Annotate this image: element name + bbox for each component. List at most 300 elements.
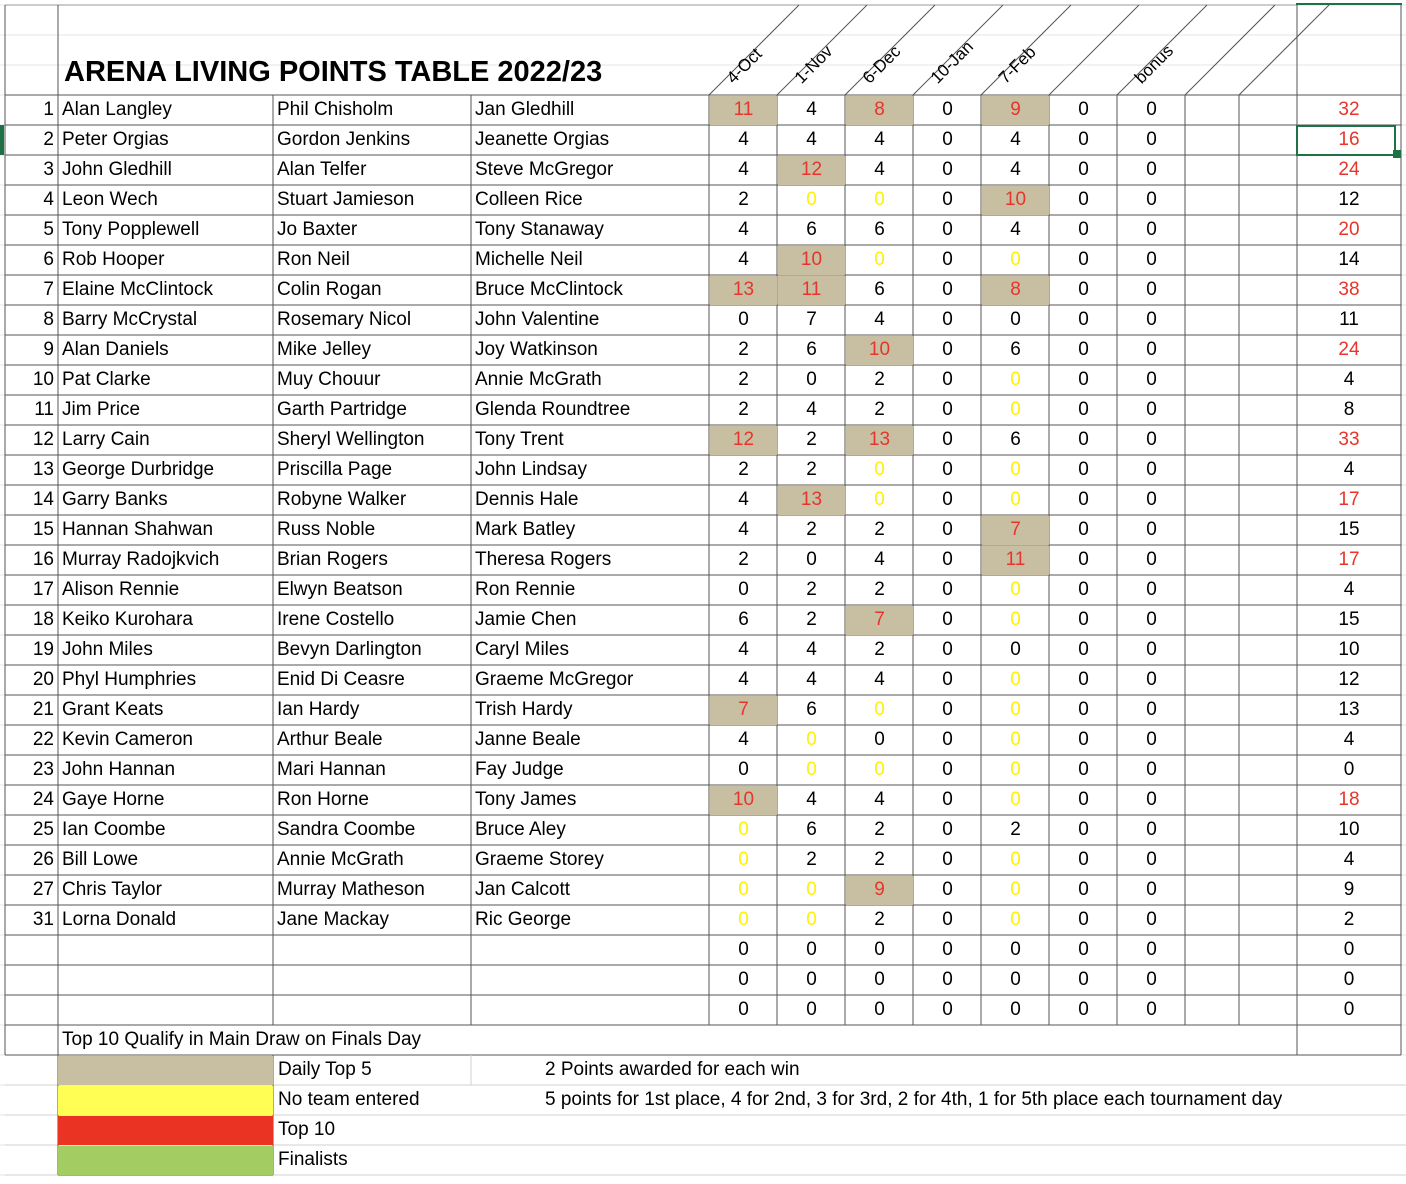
score-cell[interactable]: 0 xyxy=(738,759,749,780)
score-cell[interactable]: 0 xyxy=(1078,609,1089,630)
score-cell[interactable]: 4 xyxy=(874,309,885,330)
player-2[interactable]: Russ Noble xyxy=(277,519,376,540)
score-cell[interactable]: 2 xyxy=(806,579,817,600)
total-cell[interactable]: 4 xyxy=(1343,369,1355,390)
score-cell[interactable]: 0 xyxy=(942,339,953,360)
score-cell[interactable]: 4 xyxy=(738,129,749,150)
score-cell[interactable]: 0 xyxy=(1010,309,1021,330)
score-cell[interactable]: 0 xyxy=(806,969,817,990)
score-cell[interactable]: 4 xyxy=(806,789,817,810)
empty-cell[interactable] xyxy=(1239,575,1297,605)
score-cell[interactable]: 2 xyxy=(874,369,885,390)
score-cell[interactable]: 0 xyxy=(1078,489,1089,510)
score-cell[interactable]: 0 xyxy=(1010,459,1021,480)
empty-cell[interactable] xyxy=(1239,155,1297,185)
empty-cell[interactable] xyxy=(1239,815,1297,845)
player-1[interactable]: Lorna Donald xyxy=(62,909,177,930)
player-1[interactable]: Alan Langley xyxy=(62,99,172,120)
score-cell[interactable]: 0 xyxy=(942,189,953,210)
score-cell[interactable]: 0 xyxy=(1078,339,1089,360)
score-cell[interactable]: 0 xyxy=(1146,789,1157,810)
total-cell[interactable]: 24 xyxy=(1338,339,1360,360)
player-2[interactable]: Brian Rogers xyxy=(277,549,388,570)
player-3[interactable]: John Valentine xyxy=(475,309,600,330)
score-cell[interactable]: 2 xyxy=(806,519,817,540)
empty-cell[interactable] xyxy=(1239,275,1297,305)
total-cell[interactable]: 17 xyxy=(1338,549,1360,570)
empty-cell[interactable] xyxy=(1239,905,1297,935)
score-cell[interactable]: 0 xyxy=(1146,939,1157,960)
player-3[interactable]: Tony Trent xyxy=(475,429,564,450)
empty-cell[interactable] xyxy=(1239,455,1297,485)
empty-cell[interactable] xyxy=(1239,665,1297,695)
empty-cell[interactable] xyxy=(1239,725,1297,755)
player-2[interactable] xyxy=(273,995,471,1025)
score-cell[interactable]: 0 xyxy=(1146,909,1157,930)
player-2[interactable]: Priscilla Page xyxy=(277,459,393,480)
score-cell[interactable]: 0 xyxy=(942,669,953,690)
player-2[interactable]: Gordon Jenkins xyxy=(277,129,411,150)
player-1[interactable]: Keiko Kurohara xyxy=(62,609,193,630)
score-cell[interactable]: 0 xyxy=(942,729,953,750)
player-3[interactable] xyxy=(471,935,709,965)
player-3[interactable]: John Lindsay xyxy=(475,459,587,480)
row-number[interactable]: 20 xyxy=(32,669,54,690)
empty-cell[interactable] xyxy=(1239,515,1297,545)
empty-cell[interactable] xyxy=(1239,755,1297,785)
player-2[interactable]: Muy Chouur xyxy=(277,369,381,390)
total-cell[interactable]: 12 xyxy=(1338,669,1360,690)
row-number[interactable]: 9 xyxy=(43,339,54,360)
score-cell[interactable]: 0 xyxy=(738,909,749,930)
score-cell[interactable]: 6 xyxy=(874,219,885,240)
score-cell[interactable]: 0 xyxy=(1010,759,1021,780)
player-3[interactable]: Ron Rennie xyxy=(475,579,576,600)
empty-cell[interactable] xyxy=(1239,485,1297,515)
score-cell[interactable]: 0 xyxy=(1146,429,1157,450)
row-number[interactable]: 11 xyxy=(34,399,54,420)
player-3[interactable]: Michelle Neil xyxy=(475,249,583,270)
total-cell[interactable]: 24 xyxy=(1338,159,1360,180)
score-cell[interactable]: 2 xyxy=(874,579,885,600)
player-3[interactable]: Trish Hardy xyxy=(475,699,573,720)
empty-cell[interactable] xyxy=(1239,545,1297,575)
score-cell[interactable]: 0 xyxy=(1078,819,1089,840)
score-cell[interactable]: 2 xyxy=(738,339,749,360)
total-cell[interactable]: 32 xyxy=(1338,99,1360,120)
player-3[interactable]: Glenda Roundtree xyxy=(475,399,631,420)
score-cell[interactable]: 0 xyxy=(1146,759,1157,780)
empty-cell[interactable] xyxy=(1239,695,1297,725)
score-cell[interactable]: 0 xyxy=(1078,459,1089,480)
score-cell[interactable]: 6 xyxy=(806,819,817,840)
score-cell[interactable]: 0 xyxy=(1146,369,1157,390)
score-cell[interactable]: 4 xyxy=(874,159,885,180)
empty-cell[interactable] xyxy=(1239,305,1297,335)
score-cell[interactable]: 11 xyxy=(982,546,1049,575)
player-1[interactable]: Kevin Cameron xyxy=(62,729,193,750)
score-cell[interactable]: 0 xyxy=(1146,579,1157,600)
score-cell[interactable]: 2 xyxy=(738,399,749,420)
player-1[interactable]: Leon Wech xyxy=(62,189,158,210)
player-2[interactable]: Alan Telfer xyxy=(277,159,367,180)
player-2[interactable]: Enid Di Ceasre xyxy=(277,669,405,690)
empty-cell[interactable] xyxy=(1239,845,1297,875)
selected-cell[interactable] xyxy=(1296,125,1396,156)
score-cell[interactable]: 0 xyxy=(1010,669,1021,690)
score-cell[interactable]: 0 xyxy=(942,789,953,810)
player-1[interactable]: Gaye Horne xyxy=(62,789,165,810)
score-cell[interactable]: 0 xyxy=(738,969,749,990)
score-cell[interactable]: 0 xyxy=(738,819,749,840)
score-cell[interactable]: 0 xyxy=(1078,759,1089,780)
player-3[interactable]: Fay Judge xyxy=(475,759,564,780)
score-cell[interactable]: 0 xyxy=(1078,669,1089,690)
player-1[interactable]: Tony Popplewell xyxy=(62,219,200,240)
score-cell[interactable]: 0 xyxy=(1146,849,1157,870)
player-2[interactable]: Sandra Coombe xyxy=(277,819,416,840)
player-2[interactable]: Arthur Beale xyxy=(277,729,383,750)
score-cell[interactable]: 0 xyxy=(874,249,885,270)
total-cell[interactable]: 4 xyxy=(1343,579,1355,600)
player-3[interactable]: Caryl Miles xyxy=(475,639,569,660)
score-cell[interactable]: 0 xyxy=(1078,549,1089,570)
score-cell[interactable]: 0 xyxy=(806,999,817,1020)
score-cell[interactable]: 0 xyxy=(806,189,817,210)
score-cell[interactable]: 4 xyxy=(738,669,749,690)
score-cell[interactable]: 0 xyxy=(874,729,885,750)
score-cell[interactable]: 0 xyxy=(942,819,953,840)
empty-cell[interactable] xyxy=(1239,995,1297,1025)
score-cell[interactable]: 6 xyxy=(1010,339,1021,360)
total-cell[interactable]: 2 xyxy=(1343,909,1355,930)
score-cell[interactable]: 0 xyxy=(1078,969,1089,990)
score-cell[interactable]: 0 xyxy=(1146,189,1157,210)
total-cell[interactable]: 20 xyxy=(1338,219,1360,240)
player-2[interactable] xyxy=(273,965,471,995)
score-cell[interactable]: 0 xyxy=(874,939,885,960)
score-cell[interactable]: 0 xyxy=(1146,129,1157,150)
player-2[interactable]: Robyne Walker xyxy=(277,489,407,510)
score-cell[interactable]: 4 xyxy=(1010,219,1021,240)
empty-cell[interactable] xyxy=(1239,965,1297,995)
row-number[interactable]: 1 xyxy=(43,99,54,120)
player-1[interactable]: Jim Price xyxy=(62,399,141,420)
score-cell[interactable]: 7 xyxy=(846,606,913,635)
score-cell[interactable]: 12 xyxy=(710,426,777,455)
score-cell[interactable]: 4 xyxy=(806,669,817,690)
player-2[interactable]: Jane Mackay xyxy=(277,909,389,930)
score-cell[interactable]: 0 xyxy=(1010,909,1021,930)
score-cell[interactable]: 0 xyxy=(1078,219,1089,240)
score-cell[interactable]: 0 xyxy=(1078,999,1089,1020)
total-cell[interactable]: 15 xyxy=(1338,519,1360,540)
score-cell[interactable]: 0 xyxy=(738,309,749,330)
empty-cell[interactable] xyxy=(1239,215,1297,245)
empty-cell[interactable] xyxy=(1239,125,1297,155)
player-1[interactable]: John Hannan xyxy=(62,759,176,780)
score-cell[interactable]: 0 xyxy=(1146,729,1157,750)
score-cell[interactable]: 0 xyxy=(874,969,885,990)
score-cell[interactable]: 4 xyxy=(738,519,749,540)
score-cell[interactable]: 0 xyxy=(1010,969,1021,990)
score-cell[interactable]: 0 xyxy=(1146,639,1157,660)
player-1[interactable]: Murray Radojkvich xyxy=(62,549,220,570)
score-cell[interactable]: 0 xyxy=(874,699,885,720)
score-cell[interactable]: 13 xyxy=(846,426,913,455)
player-3[interactable]: Joy Watkinson xyxy=(475,339,598,360)
score-cell[interactable]: 0 xyxy=(806,549,817,570)
score-cell[interactable]: 2 xyxy=(806,609,817,630)
score-cell[interactable]: 0 xyxy=(806,909,817,930)
row-number[interactable]: 8 xyxy=(43,309,54,330)
empty-cell[interactable] xyxy=(1239,95,1297,125)
score-cell[interactable]: 0 xyxy=(1010,879,1021,900)
player-1[interactable]: John Miles xyxy=(62,639,153,660)
score-cell[interactable]: 0 xyxy=(1146,699,1157,720)
score-cell[interactable]: 4 xyxy=(1010,159,1021,180)
player-1[interactable]: Peter Orgias xyxy=(62,129,169,150)
player-1[interactable]: Rob Hooper xyxy=(62,249,165,270)
row-number[interactable] xyxy=(5,995,58,1025)
score-cell[interactable]: 0 xyxy=(1078,159,1089,180)
score-cell[interactable]: 0 xyxy=(738,939,749,960)
player-1[interactable] xyxy=(58,995,273,1025)
player-2[interactable] xyxy=(273,935,471,965)
player-2[interactable]: Irene Costello xyxy=(277,609,395,630)
player-3[interactable]: Colleen Rice xyxy=(475,189,583,210)
row-number[interactable] xyxy=(5,965,58,995)
total-cell[interactable]: 0 xyxy=(1343,999,1355,1020)
player-2[interactable]: Mike Jelley xyxy=(277,339,371,360)
player-3[interactable]: Bruce McClintock xyxy=(475,279,623,300)
player-2[interactable]: Garth Partridge xyxy=(277,399,407,420)
score-cell[interactable]: 2 xyxy=(806,429,817,450)
player-3[interactable]: Tony James xyxy=(475,789,577,810)
total-cell[interactable]: 4 xyxy=(1343,729,1355,750)
score-cell[interactable]: 0 xyxy=(1078,189,1089,210)
score-cell[interactable]: 2 xyxy=(806,459,817,480)
score-cell[interactable]: 0 xyxy=(942,369,953,390)
score-cell[interactable]: 2 xyxy=(1010,819,1021,840)
row-number[interactable]: 27 xyxy=(32,879,54,900)
score-cell[interactable]: 0 xyxy=(942,939,953,960)
score-cell[interactable]: 0 xyxy=(738,849,749,870)
score-cell[interactable]: 6 xyxy=(806,699,817,720)
total-cell[interactable]: 0 xyxy=(1343,759,1355,780)
score-cell[interactable]: 0 xyxy=(1078,369,1089,390)
empty-cell[interactable] xyxy=(1239,245,1297,275)
player-1[interactable]: John Gledhill xyxy=(62,159,172,180)
score-cell[interactable]: 2 xyxy=(874,849,885,870)
row-number[interactable]: 21 xyxy=(32,699,54,720)
score-cell[interactable]: 4 xyxy=(738,159,749,180)
score-cell[interactable]: 2 xyxy=(874,399,885,420)
player-3[interactable] xyxy=(471,965,709,995)
score-cell[interactable]: 6 xyxy=(806,339,817,360)
row-number[interactable]: 4 xyxy=(43,189,54,210)
score-cell[interactable]: 0 xyxy=(1146,519,1157,540)
score-cell[interactable]: 11 xyxy=(778,276,845,305)
score-cell[interactable]: 0 xyxy=(1146,339,1157,360)
row-number[interactable]: 17 xyxy=(32,579,54,600)
score-cell[interactable]: 0 xyxy=(1078,849,1089,870)
row-number[interactable]: 12 xyxy=(32,429,54,450)
score-cell[interactable]: 0 xyxy=(1010,609,1021,630)
score-cell[interactable]: 0 xyxy=(1146,249,1157,270)
player-1[interactable]: Barry McCrystal xyxy=(62,309,198,330)
score-cell[interactable]: 0 xyxy=(942,459,953,480)
total-cell[interactable]: 13 xyxy=(1338,699,1360,720)
player-1[interactable]: Alison Rennie xyxy=(62,579,180,600)
player-2[interactable]: Jo Baxter xyxy=(277,219,358,240)
score-cell[interactable]: 0 xyxy=(942,399,953,420)
player-1[interactable] xyxy=(58,935,273,965)
row-number[interactable]: 5 xyxy=(43,219,54,240)
empty-cell[interactable] xyxy=(1239,605,1297,635)
player-3[interactable]: Jan Calcott xyxy=(475,879,571,900)
score-cell[interactable]: 0 xyxy=(1010,489,1021,510)
score-cell[interactable]: 0 xyxy=(1078,429,1089,450)
score-cell[interactable]: 7 xyxy=(982,516,1049,545)
score-cell[interactable]: 2 xyxy=(738,549,749,570)
score-cell[interactable]: 0 xyxy=(942,879,953,900)
player-2[interactable]: Ron Neil xyxy=(277,249,350,270)
score-cell[interactable]: 0 xyxy=(942,99,953,120)
total-cell[interactable]: 4 xyxy=(1343,459,1355,480)
player-1[interactable]: Elaine McClintock xyxy=(62,279,213,300)
score-cell[interactable]: 0 xyxy=(942,699,953,720)
score-cell[interactable]: 0 xyxy=(1010,249,1021,270)
player-3[interactable]: Bruce Aley xyxy=(475,819,566,840)
player-1[interactable]: Chris Taylor xyxy=(62,879,162,900)
player-3[interactable]: Graeme Storey xyxy=(475,849,604,870)
row-number[interactable]: 10 xyxy=(32,369,54,390)
score-cell[interactable]: 0 xyxy=(874,189,885,210)
total-cell[interactable]: 0 xyxy=(1343,969,1355,990)
score-cell[interactable]: 0 xyxy=(1078,789,1089,810)
player-3[interactable]: Theresa Rogers xyxy=(475,549,612,570)
score-cell[interactable]: 0 xyxy=(942,999,953,1020)
total-cell[interactable]: 8 xyxy=(1343,399,1355,420)
score-cell[interactable]: 0 xyxy=(1010,639,1021,660)
score-cell[interactable]: 0 xyxy=(1146,159,1157,180)
score-cell[interactable]: 0 xyxy=(806,879,817,900)
score-cell[interactable]: 0 xyxy=(1078,249,1089,270)
empty-cell[interactable] xyxy=(1239,365,1297,395)
row-number[interactable]: 22 xyxy=(32,729,54,750)
row-number[interactable]: 23 xyxy=(32,759,54,780)
score-cell[interactable]: 0 xyxy=(874,759,885,780)
score-cell[interactable]: 6 xyxy=(738,609,749,630)
score-cell[interactable]: 9 xyxy=(982,96,1049,125)
score-cell[interactable]: 2 xyxy=(874,639,885,660)
score-cell[interactable]: 0 xyxy=(1146,99,1157,120)
score-cell[interactable]: 6 xyxy=(874,279,885,300)
score-cell[interactable]: 0 xyxy=(1146,489,1157,510)
score-cell[interactable]: 0 xyxy=(942,219,953,240)
score-cell[interactable]: 0 xyxy=(1078,699,1089,720)
score-cell[interactable]: 0 xyxy=(1010,369,1021,390)
score-cell[interactable]: 0 xyxy=(1078,309,1089,330)
score-cell[interactable]: 2 xyxy=(738,189,749,210)
empty-cell[interactable] xyxy=(1239,395,1297,425)
empty-cell[interactable] xyxy=(1239,185,1297,215)
score-cell[interactable]: 0 xyxy=(1010,849,1021,870)
row-number[interactable]: 25 xyxy=(32,819,54,840)
score-cell[interactable]: 4 xyxy=(806,639,817,660)
empty-cell[interactable] xyxy=(1239,875,1297,905)
score-cell[interactable]: 6 xyxy=(1010,429,1021,450)
score-cell[interactable]: 0 xyxy=(942,309,953,330)
player-2[interactable]: Ian Hardy xyxy=(277,699,360,720)
total-cell[interactable]: 14 xyxy=(1338,249,1360,270)
player-3[interactable]: Dennis Hale xyxy=(475,489,579,510)
player-3[interactable]: Annie McGrath xyxy=(475,369,602,390)
player-3[interactable]: Janne Beale xyxy=(475,729,581,750)
row-number[interactable]: 24 xyxy=(32,789,54,810)
score-cell[interactable]: 4 xyxy=(874,669,885,690)
row-number[interactable]: 19 xyxy=(32,639,54,660)
score-cell[interactable]: 0 xyxy=(1146,819,1157,840)
score-cell[interactable]: 0 xyxy=(1078,879,1089,900)
score-cell[interactable]: 0 xyxy=(1078,909,1089,930)
score-cell[interactable]: 7 xyxy=(806,309,817,330)
player-1[interactable] xyxy=(58,965,273,995)
row-number[interactable]: 3 xyxy=(43,159,54,180)
player-3[interactable]: Ric George xyxy=(475,909,572,930)
row-number[interactable]: 16 xyxy=(32,549,54,570)
score-cell[interactable]: 4 xyxy=(806,99,817,120)
score-cell[interactable]: 0 xyxy=(942,129,953,150)
player-1[interactable]: Bill Lowe xyxy=(62,849,139,870)
score-cell[interactable]: 0 xyxy=(1146,399,1157,420)
score-cell[interactable]: 0 xyxy=(1078,279,1089,300)
score-cell[interactable]: 0 xyxy=(738,579,749,600)
player-1[interactable]: Phyl Humphries xyxy=(62,669,197,690)
player-3[interactable]: Graeme McGregor xyxy=(475,669,634,690)
score-cell[interactable]: 4 xyxy=(806,129,817,150)
score-cell[interactable]: 0 xyxy=(1078,939,1089,960)
total-cell[interactable]: 18 xyxy=(1338,789,1360,810)
score-cell[interactable]: 13 xyxy=(778,486,845,515)
empty-cell[interactable] xyxy=(1239,425,1297,455)
score-cell[interactable]: 0 xyxy=(874,489,885,510)
row-number[interactable]: 2 xyxy=(43,129,54,150)
total-cell[interactable]: 10 xyxy=(1338,819,1360,840)
player-2[interactable]: Annie McGrath xyxy=(277,849,404,870)
total-cell[interactable]: 0 xyxy=(1343,939,1355,960)
score-cell[interactable]: 2 xyxy=(874,519,885,540)
score-cell[interactable]: 0 xyxy=(942,279,953,300)
score-cell[interactable]: 4 xyxy=(738,729,749,750)
score-cell[interactable]: 4 xyxy=(1010,129,1021,150)
score-cell[interactable]: 4 xyxy=(874,789,885,810)
score-cell[interactable]: 0 xyxy=(806,729,817,750)
player-2[interactable]: Rosemary Nicol xyxy=(277,309,412,330)
player-2[interactable]: Stuart Jamieson xyxy=(277,189,415,210)
score-cell[interactable]: 0 xyxy=(1010,999,1021,1020)
score-cell[interactable]: 0 xyxy=(1010,579,1021,600)
player-1[interactable]: Pat Clarke xyxy=(62,369,151,390)
fill-handle[interactable] xyxy=(1393,150,1401,158)
row-number[interactable]: 6 xyxy=(43,249,54,270)
score-cell[interactable]: 0 xyxy=(738,999,749,1020)
score-cell[interactable]: 0 xyxy=(806,939,817,960)
empty-cell[interactable] xyxy=(1239,935,1297,965)
score-cell[interactable]: 0 xyxy=(1078,579,1089,600)
score-cell[interactable]: 4 xyxy=(874,549,885,570)
